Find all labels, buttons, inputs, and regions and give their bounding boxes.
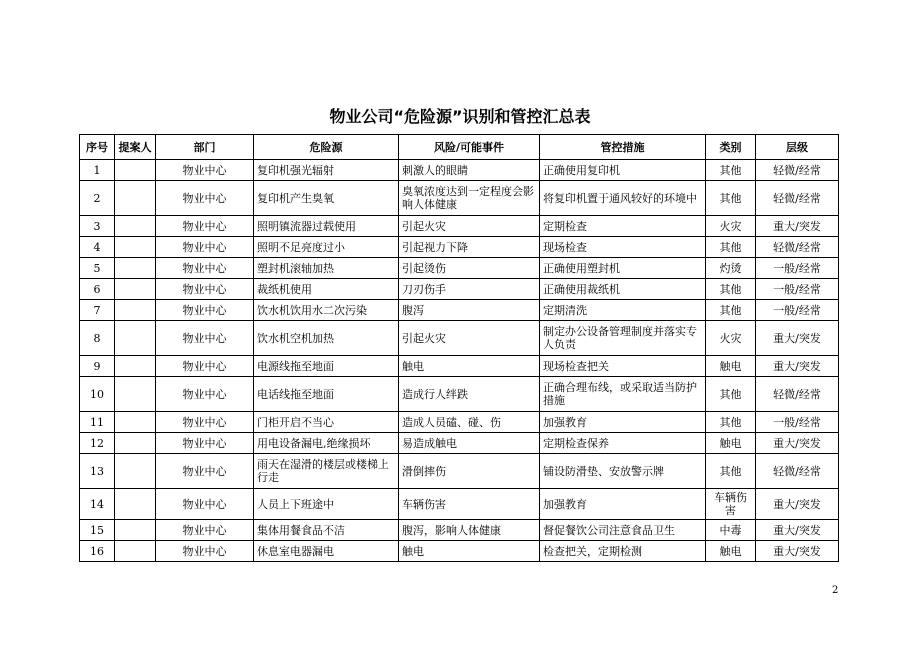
cell-level: 轻微/经常 [756, 181, 839, 216]
cell-risk: 易造成触电 [399, 433, 540, 454]
cell-level: 重大/突发 [756, 489, 839, 520]
cell-proposer [115, 377, 156, 412]
cell-department: 物业中心 [156, 279, 254, 300]
cell-level: 重大/突发 [756, 216, 839, 237]
cell-control: 铺设防滑垫、安放警示牌 [540, 454, 706, 489]
cell-category: 其他 [706, 237, 756, 258]
page-title: 物业公司“危险源”识别和管控汇总表 [329, 107, 591, 126]
cell-control: 现场检查 [540, 237, 706, 258]
cell-level: 重大/突发 [756, 541, 839, 562]
cell-risk: 车辆伤害 [399, 489, 540, 520]
cell-category: 其他 [706, 181, 756, 216]
cell-control: 正确使用塑封机 [540, 258, 706, 279]
cell-risk: 触电 [399, 356, 540, 377]
cell-level: 一般/经常 [756, 279, 839, 300]
cell-control: 加强教育 [540, 489, 706, 520]
cell-proposer [115, 454, 156, 489]
cell-control: 现场检查把关 [540, 356, 706, 377]
cell-hazard: 雨天在湿滑的楼层或楼梯上行走 [254, 454, 399, 489]
cell-level: 轻微/经常 [756, 160, 839, 181]
cell-hazard: 集体用餐食品不洁 [254, 520, 399, 541]
cell-category: 火灾 [706, 321, 756, 356]
header-control: 管控措施 [540, 135, 706, 160]
cell-department: 物业中心 [156, 300, 254, 321]
cell-department: 物业中心 [156, 181, 254, 216]
cell-index: 16 [80, 541, 115, 562]
table-row [80, 454, 839, 489]
table-body [80, 160, 839, 562]
cell-index: 10 [80, 377, 115, 412]
cell-control: 制定办公设备管理制度并落实专人负责 [540, 321, 706, 356]
cell-control: 正确使用复印机 [540, 160, 706, 181]
cell-control: 正确使用裁纸机 [540, 279, 706, 300]
cell-department: 物业中心 [156, 412, 254, 433]
header-proposer: 提案人 [115, 135, 156, 160]
cell-category: 其他 [706, 279, 756, 300]
cell-department: 物业中心 [156, 520, 254, 541]
cell-index: 5 [80, 258, 115, 279]
cell-level: 轻微/经常 [756, 237, 839, 258]
cell-hazard: 电话线拖至地面 [254, 377, 399, 412]
cell-risk: 刀刃伤手 [399, 279, 540, 300]
cell-proposer [115, 216, 156, 237]
table-row [80, 489, 839, 520]
header-category: 类别 [706, 135, 756, 160]
cell-level: 一般/经常 [756, 300, 839, 321]
cell-index: 4 [80, 237, 115, 258]
cell-risk: 引起火灾 [399, 321, 540, 356]
header-hazard: 危险源 [254, 135, 399, 160]
cell-index: 15 [80, 520, 115, 541]
cell-category: 其他 [706, 454, 756, 489]
cell-index: 13 [80, 454, 115, 489]
cell-index: 2 [80, 181, 115, 216]
cell-hazard: 裁纸机使用 [254, 279, 399, 300]
cell-hazard: 饮水机饮用水二次污染 [254, 300, 399, 321]
cell-proposer [115, 300, 156, 321]
cell-department: 物业中心 [156, 216, 254, 237]
cell-risk: 腹泻，影响人体健康 [399, 520, 540, 541]
table-row [80, 279, 839, 300]
table-row [80, 377, 839, 412]
cell-proposer [115, 279, 156, 300]
header-level: 层级 [756, 135, 839, 160]
cell-risk: 引起火灾 [399, 216, 540, 237]
cell-risk: 触电 [399, 541, 540, 562]
table-header-row [80, 135, 839, 160]
cell-hazard: 用电设备漏电,绝缘损坏 [254, 433, 399, 454]
table-row [80, 258, 839, 279]
cell-control: 定期清洗 [540, 300, 706, 321]
cell-department: 物业中心 [156, 489, 254, 520]
cell-hazard: 门柜开启不当心 [254, 412, 399, 433]
table-row [80, 300, 839, 321]
cell-control: 检查把关，定期检测 [540, 541, 706, 562]
cell-proposer [115, 321, 156, 356]
cell-proposer [115, 237, 156, 258]
cell-hazard: 塑封机滚轴加热 [254, 258, 399, 279]
header-risk: 风险/可能事件 [399, 135, 540, 160]
cell-proposer [115, 541, 156, 562]
cell-index: 14 [80, 489, 115, 520]
cell-risk: 造成行人绊跌 [399, 377, 540, 412]
hazard-summary-table [79, 134, 839, 562]
cell-control: 将复印机置于通风较好的环境中 [540, 181, 706, 216]
cell-category: 其他 [706, 412, 756, 433]
page-number: 2 [832, 585, 839, 596]
cell-index: 8 [80, 321, 115, 356]
cell-control: 加强教育 [540, 412, 706, 433]
cell-level: 重大/突发 [756, 321, 839, 356]
cell-risk: 腹泻 [399, 300, 540, 321]
table-row [80, 520, 839, 541]
cell-proposer [115, 433, 156, 454]
cell-risk: 引起视力下降 [399, 237, 540, 258]
cell-department: 物业中心 [156, 258, 254, 279]
cell-hazard: 休息室电器漏电 [254, 541, 399, 562]
table-row [80, 216, 839, 237]
cell-category: 触电 [706, 356, 756, 377]
cell-index: 6 [80, 279, 115, 300]
cell-control: 正确合理布线，或采取适当防护措施 [540, 377, 706, 412]
cell-department: 物业中心 [156, 356, 254, 377]
cell-level: 重大/突发 [756, 433, 839, 454]
cell-level: 一般/经常 [756, 412, 839, 433]
cell-level: 重大/突发 [756, 520, 839, 541]
table-row [80, 237, 839, 258]
cell-proposer [115, 356, 156, 377]
cell-category: 其他 [706, 377, 756, 412]
table-row [80, 356, 839, 377]
cell-department: 物业中心 [156, 454, 254, 489]
cell-index: 12 [80, 433, 115, 454]
cell-level: 轻微/经常 [756, 454, 839, 489]
cell-proposer [115, 412, 156, 433]
cell-risk: 造成人员磕、碰、伤 [399, 412, 540, 433]
cell-department: 物业中心 [156, 433, 254, 454]
cell-level: 一般/经常 [756, 258, 839, 279]
cell-category: 触电 [706, 433, 756, 454]
cell-department: 物业中心 [156, 541, 254, 562]
cell-department: 物业中心 [156, 160, 254, 181]
cell-department: 物业中心 [156, 237, 254, 258]
cell-category: 车辆伤害 [706, 489, 756, 520]
table-row [80, 412, 839, 433]
cell-control: 督促餐饮公司注意食品卫生 [540, 520, 706, 541]
cell-proposer [115, 489, 156, 520]
table-row [80, 160, 839, 181]
cell-level: 重大/突发 [756, 356, 839, 377]
cell-risk: 刺激人的眼睛 [399, 160, 540, 181]
header-department: 部门 [156, 135, 254, 160]
cell-level: 轻微/经常 [756, 377, 839, 412]
cell-index: 1 [80, 160, 115, 181]
cell-proposer [115, 181, 156, 216]
cell-category: 火灾 [706, 216, 756, 237]
cell-risk: 滑倒摔伤 [399, 454, 540, 489]
cell-index: 7 [80, 300, 115, 321]
cell-risk: 臭氧浓度达到一定程度会影响人体健康 [399, 181, 540, 216]
cell-hazard: 照明不足亮度过小 [254, 237, 399, 258]
cell-index: 9 [80, 356, 115, 377]
cell-proposer [115, 258, 156, 279]
cell-index: 11 [80, 412, 115, 433]
table-row [80, 433, 839, 454]
cell-hazard: 复印机产生臭氧 [254, 181, 399, 216]
cell-control: 定期检查保养 [540, 433, 706, 454]
cell-index: 3 [80, 216, 115, 237]
cell-hazard: 照明镇流器过载使用 [254, 216, 399, 237]
cell-risk: 引起烫伤 [399, 258, 540, 279]
cell-department: 物业中心 [156, 377, 254, 412]
table-row [80, 181, 839, 216]
cell-hazard: 复印机强光辐射 [254, 160, 399, 181]
cell-category: 触电 [706, 541, 756, 562]
table-row [80, 541, 839, 562]
table-row [80, 321, 839, 356]
cell-proposer [115, 160, 156, 181]
cell-hazard: 人员上下班途中 [254, 489, 399, 520]
header-index: 序号 [80, 135, 115, 160]
cell-hazard: 电源线拖至地面 [254, 356, 399, 377]
cell-hazard: 饮水机空机加热 [254, 321, 399, 356]
cell-control: 定期检查 [540, 216, 706, 237]
cell-category: 其他 [706, 300, 756, 321]
cell-proposer [115, 520, 156, 541]
cell-category: 其他 [706, 160, 756, 181]
cell-department: 物业中心 [156, 321, 254, 356]
cell-category: 中毒 [706, 520, 756, 541]
cell-category: 灼烫 [706, 258, 756, 279]
